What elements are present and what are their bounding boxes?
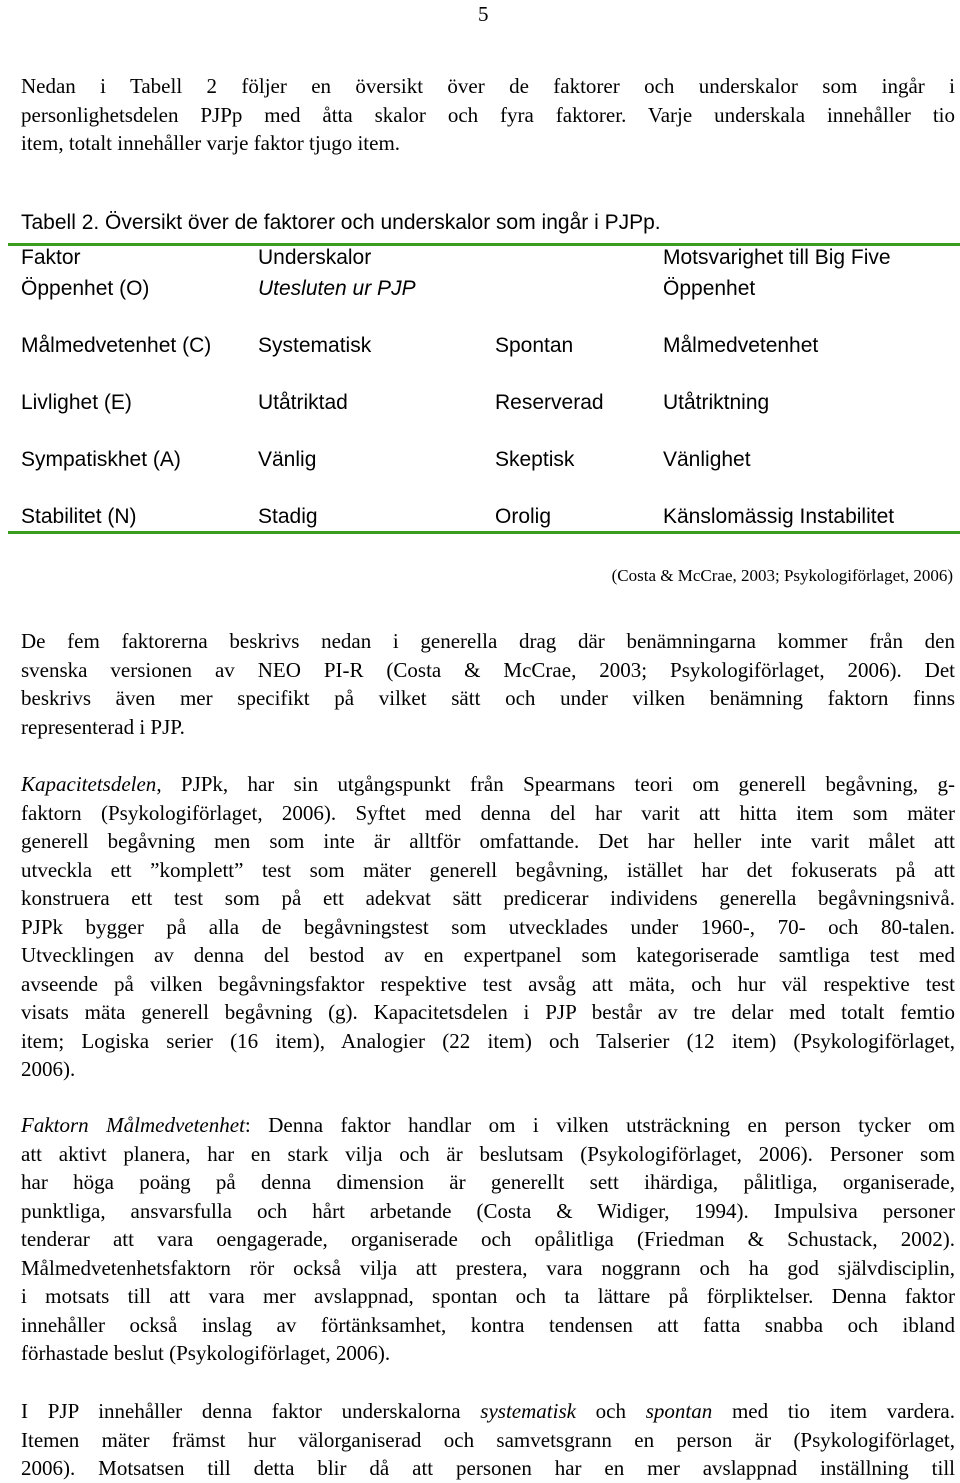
italic-term: systematisk (480, 1399, 576, 1423)
paragraph-line: att aktivt planera, har en stark vilja och är beslutsam (Psykologiförlaget, 2006). Personer som (21, 1141, 955, 1166)
table-cell-faktor: Stabilitet (N) (21, 505, 137, 528)
paragraph-line: förhastade beslut (Psykologiförlaget, 2006). (21, 1341, 391, 1365)
page-number: 5 (478, 2, 489, 26)
table-cell-subscale: Stadig (258, 505, 318, 528)
paragraph-line-rest: , PJPk, har sin utgångspunkt från Spearmans teori om generell begåvning, g- (156, 772, 955, 796)
table-cell-subscale: Skeptisk (495, 448, 575, 471)
italic-term: spontan (645, 1399, 713, 1423)
paragraph-line: 2006). Motsatsen till detta blir då att personen har en mer avslappnad inställning till (21, 1456, 955, 1480)
italic-term: Kapacitetsdelen (21, 772, 157, 796)
table-bottom-rule (8, 531, 960, 534)
table-header-underskalor: Underskalor (258, 246, 372, 269)
paragraph-line: item; Logiska serier (16 item), Analogier (22 item) och Talserier (12 item) (Psykologiförlaget, (21, 1028, 955, 1053)
paragraph-line: 2006). (21, 1057, 76, 1081)
table-cell-subscale: Utesluten ur PJP (258, 277, 416, 300)
intro-line: Nedan i Tabell 2 följer en översikt över de faktorer och underskalor som ingår i (21, 74, 955, 98)
table-header-faktor: Faktor (21, 246, 81, 269)
paragraph-line: innehåller också inslag av förtänksamhet, kontra tendensen att fatta snabba och ibland (21, 1312, 955, 1337)
paragraph-line: avseende på vilken begåvningsfaktor respektive test avsåg att mäta, och hur väl respektive test (21, 971, 955, 996)
paragraph-text: med tio item vardera. (712, 1399, 955, 1423)
paragraph-text: och (575, 1399, 646, 1423)
table-caption: Tabell 2. Översikt över de faktorer och underskalor som ingår i PJPp. (21, 211, 661, 234)
paragraph-line: generell begåvning men som inte är alltför omfattande. Det har heller inte varit målet att (21, 829, 955, 853)
paragraph-line: representerad i PJP. (21, 714, 185, 739)
table-source: (Costa & McCrae, 2003; Psykologiförlaget, 2006) (611, 566, 953, 585)
intro-line: personlighetsdelen PJPp med åtta skalor och fyra faktorer. Varje underskala innehåller tio (21, 102, 955, 127)
paragraph-line: tenderar att vara oengagerade, organiserade och opålitliga (Friedman & Schustack, 2002). (21, 1227, 955, 1251)
table-cell-faktor: Målmedvetenhet (C) (21, 334, 212, 357)
paragraph-line (21, 1397, 955, 1426)
paragraph-line: PJPk bygger på alla de begåvningstest som utvecklades under 1960-, 70- och 80-talen. (21, 914, 955, 939)
table-cell-faktor: Sympatiskhet (A) (21, 448, 181, 471)
table-cell-subscale: Vänlig (258, 448, 317, 471)
paragraph-line: visats mäta generell begåvning (g). Kapacitetsdelen i PJP består av tre delar med totalt femtio (21, 1000, 955, 1024)
paragraph-line: punktliga, ansvarsfulla och hårt arbetande (Costa & Widiger, 1994). Impulsiva personer (21, 1198, 955, 1223)
paragraph-line: De fem faktorerna beskrivs nedan i generella drag där benämningarna kommer från den (21, 629, 955, 653)
table-cell-subscale: Systematisk (258, 334, 372, 357)
italic-term: Faktorn Målmedvetenhet (21, 1113, 245, 1137)
table-cell-subscale: Spontan (495, 334, 574, 357)
paragraph-line-rest: : Denna faktor handlar om i vilken utsträckning en person tycker om (244, 1113, 955, 1137)
paragraph-line: Itemen mäter främst hur välorganiserad och samvetsgrann en person är (Psykologiförlaget, (21, 1427, 955, 1452)
paragraph-malmedvetenhet (21, 1111, 955, 1368)
paragraph-text: I PJP innehåller denna faktor underskalorna (21, 1399, 481, 1423)
paragraph-line: i motsats till att vara mer avslappnad, spontan och ta lättare på förpliktelser. Denna faktor (21, 1284, 955, 1308)
intro-paragraph (21, 72, 955, 158)
paragraph-line: har höga poäng på denna dimension är generellt sett ihärdiga, pålitliga, organiserade, (21, 1170, 955, 1194)
paragraph-line: Utvecklingen av denna del bestod av en expertpanel som kategoriserade samtliga test med (21, 943, 955, 967)
paragraph-pjp-underskalor (21, 1397, 955, 1483)
intro-line: item, totalt innehåller varje faktor tjugo item. (21, 131, 401, 155)
table-cell-big-five: Målmedvetenhet (663, 334, 819, 357)
table-cell-big-five: Känslomässig Instabilitet (663, 505, 895, 528)
paragraph-line: konstruera ett test som på ett adekvat sätt predicerar individens generella begåvningsnivå. (21, 886, 955, 910)
paragraph-kapacitetsdelen (21, 770, 955, 1084)
paragraph-line: faktorn (Psykologiförlaget, 2006). Syftet med denna del har varit att hitta item som mäter (21, 800, 955, 825)
paragraph-line: Målmedvetenhetsfaktorn rör också vilja att prestera, vara noggrann och ha god självdisciplin, (21, 1255, 955, 1280)
paragraph-fem-faktorer (21, 627, 955, 741)
table-cell-faktor: Livlighet (E) (21, 391, 132, 414)
table-cell-subscale: Reserverad (495, 391, 604, 414)
table-cell-subscale: Utåtriktad (258, 391, 348, 414)
paragraph-line: beskrivs även mer specifikt på vilket sätt och under vilken benämning faktorn finns (21, 686, 955, 710)
table-cell-big-five: Vänlighet (663, 448, 751, 471)
paragraph-line (21, 1111, 955, 1140)
table-cell-big-five: Öppenhet (663, 277, 756, 300)
table-cell-big-five: Utåtriktning (663, 391, 770, 414)
table-cell-subscale: Orolig (495, 505, 552, 528)
paragraph-line: utveckla ett ”komplett” test som mäter generell begåvning, istället har det fokuserats på att (21, 857, 955, 882)
table-cell-faktor: Öppenhet (O) (21, 277, 150, 300)
paragraph-line: svenska versionen av NEO PI-R (Costa & McCrae, 2003; Psykologiförlaget, 2006). Det (21, 657, 955, 682)
paragraph-line (21, 770, 955, 799)
table-header-big-five: Motsvarighet till Big Five (663, 246, 891, 269)
